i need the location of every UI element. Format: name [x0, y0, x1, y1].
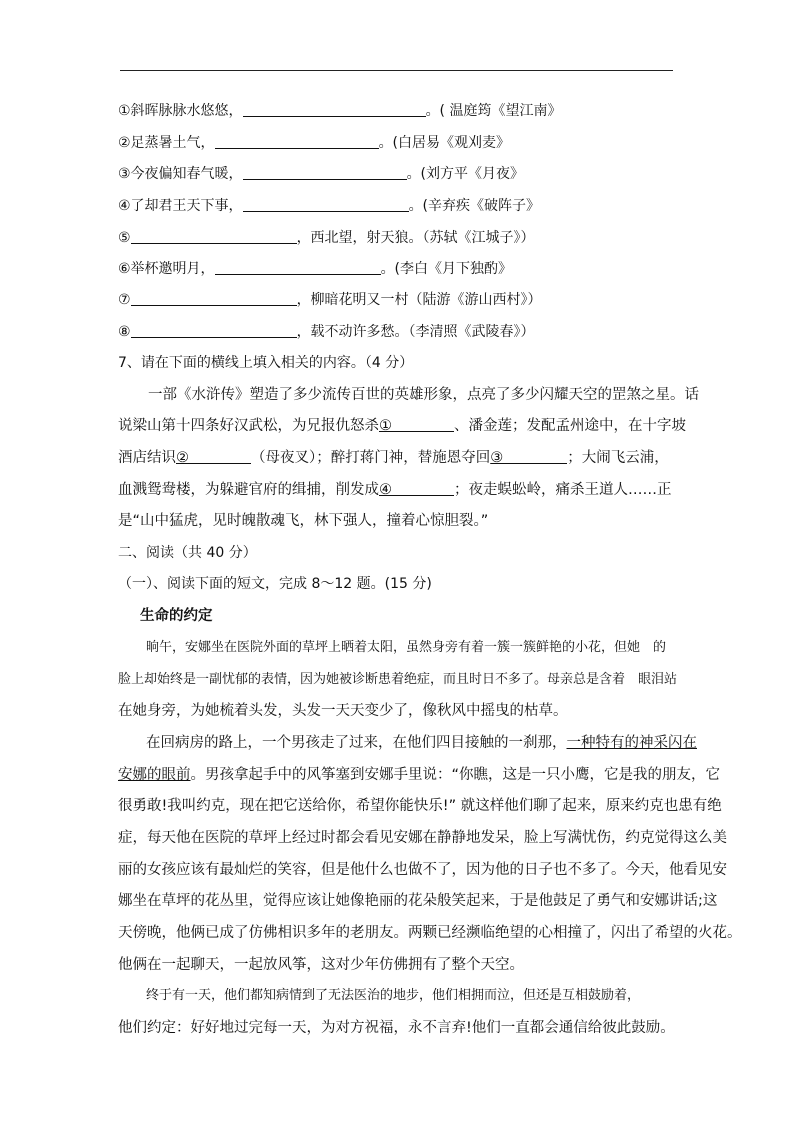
- article-p1-line-3: 在她身旁，为她梳着头发，头发一天天变少了，像秋风中摇曳的枯草。: [118, 703, 568, 719]
- blank-marker: ②: [176, 450, 189, 466]
- q7-text: ；夜走蜈蚣岭，痛杀王道人……正: [454, 482, 672, 498]
- underlined-phrase: 安娜的眼前: [118, 767, 191, 783]
- article-p2-line-8: 他俩在一起聊天，一起放风筝，这对少年仿佛拥有了整个天空。: [118, 957, 524, 973]
- article-p3-line-2: 他们约定：好好地过完每一天，为对方祝福，永不言弃!他们一直都会通信给彼此鼓励。: [118, 1020, 675, 1036]
- q7-text: （母夜叉）；醉打蒋门神，替施恩夺回: [251, 450, 491, 466]
- q7-line-5: 是“山中猛虎，见时魄散魂飞，林下强人，撞着心惊胆裂。”: [118, 513, 489, 529]
- q7-line-3: [118, 448, 678, 468]
- answer-blank[interactable]: [131, 323, 297, 338]
- answer-blank[interactable]: [189, 449, 251, 464]
- q7-text: 、潘金莲；发配孟州途中，在十字坡: [454, 418, 686, 434]
- q7-line-1: 一部《水浒传》塑造了多少流传百世的英雄形象，点亮了多少闪耀天空的罡煞之星。话: [148, 387, 699, 403]
- answer-blank[interactable]: [243, 165, 407, 180]
- poem-suffix: ，西北望，射天狼。（苏轼《江城子》）: [296, 230, 535, 246]
- header-rule: [120, 70, 673, 71]
- article-p1-line-2: 脸上却始终是一副忧郁的表情，因为她被诊断患着绝症，而且时日不多了。母亲总是含着 眼泪站: [118, 672, 678, 687]
- poem-line-1: [118, 101, 561, 121]
- answer-blank[interactable]: [503, 449, 567, 464]
- article-p2-line-3: 很勇敢!我叫约克，现在把它送给你，希望你能快乐!” 就这样他们聊了起来，原来约克也患有绝: [118, 798, 722, 814]
- poem-suffix: 。( 温庭筠《望江南》: [425, 103, 562, 119]
- article-p2-line-5: 丽的女孩应该有最灿烂的笑容，但是他什么也做不了，因为他的日子也不多了。今天，他看见安: [118, 862, 727, 878]
- article-title: 生命的约定: [140, 608, 213, 624]
- poem-line-4: [118, 196, 540, 216]
- answer-blank[interactable]: [131, 229, 297, 244]
- blank-marker: ③: [490, 450, 504, 466]
- article-text: 。男孩拿起手中的风筝塞到安娜手里说：“你瞧，这是一只小鹰，它是我的朋友，它: [190, 767, 721, 783]
- answer-blank[interactable]: [392, 481, 454, 496]
- poem-line-5: [118, 228, 535, 248]
- article-p2-line-2: [118, 765, 721, 785]
- q7-text: 酒店结识: [118, 450, 176, 466]
- poem-prefix: ⑦: [118, 292, 131, 308]
- answer-blank[interactable]: [215, 260, 381, 275]
- poem-prefix: ⑥举杯邀明月，: [118, 261, 215, 277]
- article-text: 在回病房的路上，一个男孩走了过来，在他们四目接触的一刹那，: [146, 735, 567, 751]
- q7-line-2: [118, 416, 686, 436]
- answer-blank[interactable]: [243, 197, 409, 212]
- answer-blank[interactable]: [243, 102, 426, 117]
- answer-blank[interactable]: [131, 291, 297, 306]
- blank-marker: ①: [379, 418, 392, 434]
- poem-prefix: ⑤: [118, 230, 131, 246]
- subsection-1-heading: （一）、阅读下面的短文，完成 8～12 题。(15 分): [118, 576, 432, 592]
- article-p2-line-1: [146, 733, 706, 753]
- article-p1-line-1: 晌午，安娜坐在医院外面的草坪上晒着太阳，虽然身旁有着一簇一簇鲜艳的小花，但她 的: [146, 640, 667, 655]
- poem-line-6: [118, 259, 512, 279]
- article-p2-line-7: 天傍晚，他俩已成了仿佛相识多年的老朋友。两颗已经濒临绝望的心相撞了，闪出了希望的火花。: [118, 925, 742, 941]
- poem-suffix: ，柳暗花明又一村（陆游《游山西村》）: [296, 292, 542, 308]
- section-2-heading: 二、阅读（共 40 分）: [118, 545, 257, 561]
- underlined-phrase: 一种特有的神采闪在: [566, 735, 697, 751]
- article-p3-line-1: 终于有一天，他们都知病情到了无法医治的地步，他们相拥而泣，但还是互相鼓励着，: [146, 988, 641, 1003]
- question-7-heading: 7、请在下面的横线上填入相关的内容。（4 分）: [118, 355, 414, 371]
- poem-prefix: ④了却君王天下事，: [118, 198, 243, 214]
- poem-line-7: [118, 290, 542, 310]
- poem-line-2: [118, 133, 510, 153]
- q7-line-4: [118, 480, 678, 500]
- q7-text: 说梁山第十四条好汉武松，为兄报仇怒杀: [118, 418, 379, 434]
- poem-prefix: ⑧: [118, 324, 131, 340]
- blank-marker: ④: [379, 482, 392, 498]
- poem-suffix: 。(刘方平《月夜》: [406, 166, 525, 182]
- article-p2-line-4: 症，每天他在医院的草坪上经过时都会看见安娜在静静地发呆，脸上写满忧伤，约克觉得这么美: [118, 830, 727, 846]
- poem-prefix: ②足蒸暑土气，: [118, 135, 215, 151]
- article-p2-line-6: 娜坐在草坪的花丛里，觉得应该让她像艳丽的花朵般笑起来，于是他鼓足了勇气和安娜讲话;这: [118, 893, 718, 909]
- poem-suffix: 。(李白《月下独酌》: [380, 261, 513, 277]
- answer-blank[interactable]: [392, 417, 454, 432]
- poem-suffix: ，载不动许多愁。（李清照《武陵春》）: [296, 324, 535, 340]
- q7-text: 血溅鸳鸯楼，为躲避官府的缉捕，削发成: [118, 482, 379, 498]
- poem-suffix: 。(白居易《观刈麦》: [378, 135, 511, 151]
- poem-suffix: 。(辛弃疾《破阵子》: [408, 198, 541, 214]
- poem-prefix: ③今夜偏知春气暖，: [118, 166, 243, 182]
- poem-line-3: [118, 164, 524, 184]
- q7-text: ；大闹飞云浦，: [567, 450, 669, 466]
- poem-line-8: [118, 322, 535, 342]
- poem-prefix: ①斜晖脉脉水悠悠，: [118, 103, 243, 119]
- answer-blank[interactable]: [215, 134, 379, 149]
